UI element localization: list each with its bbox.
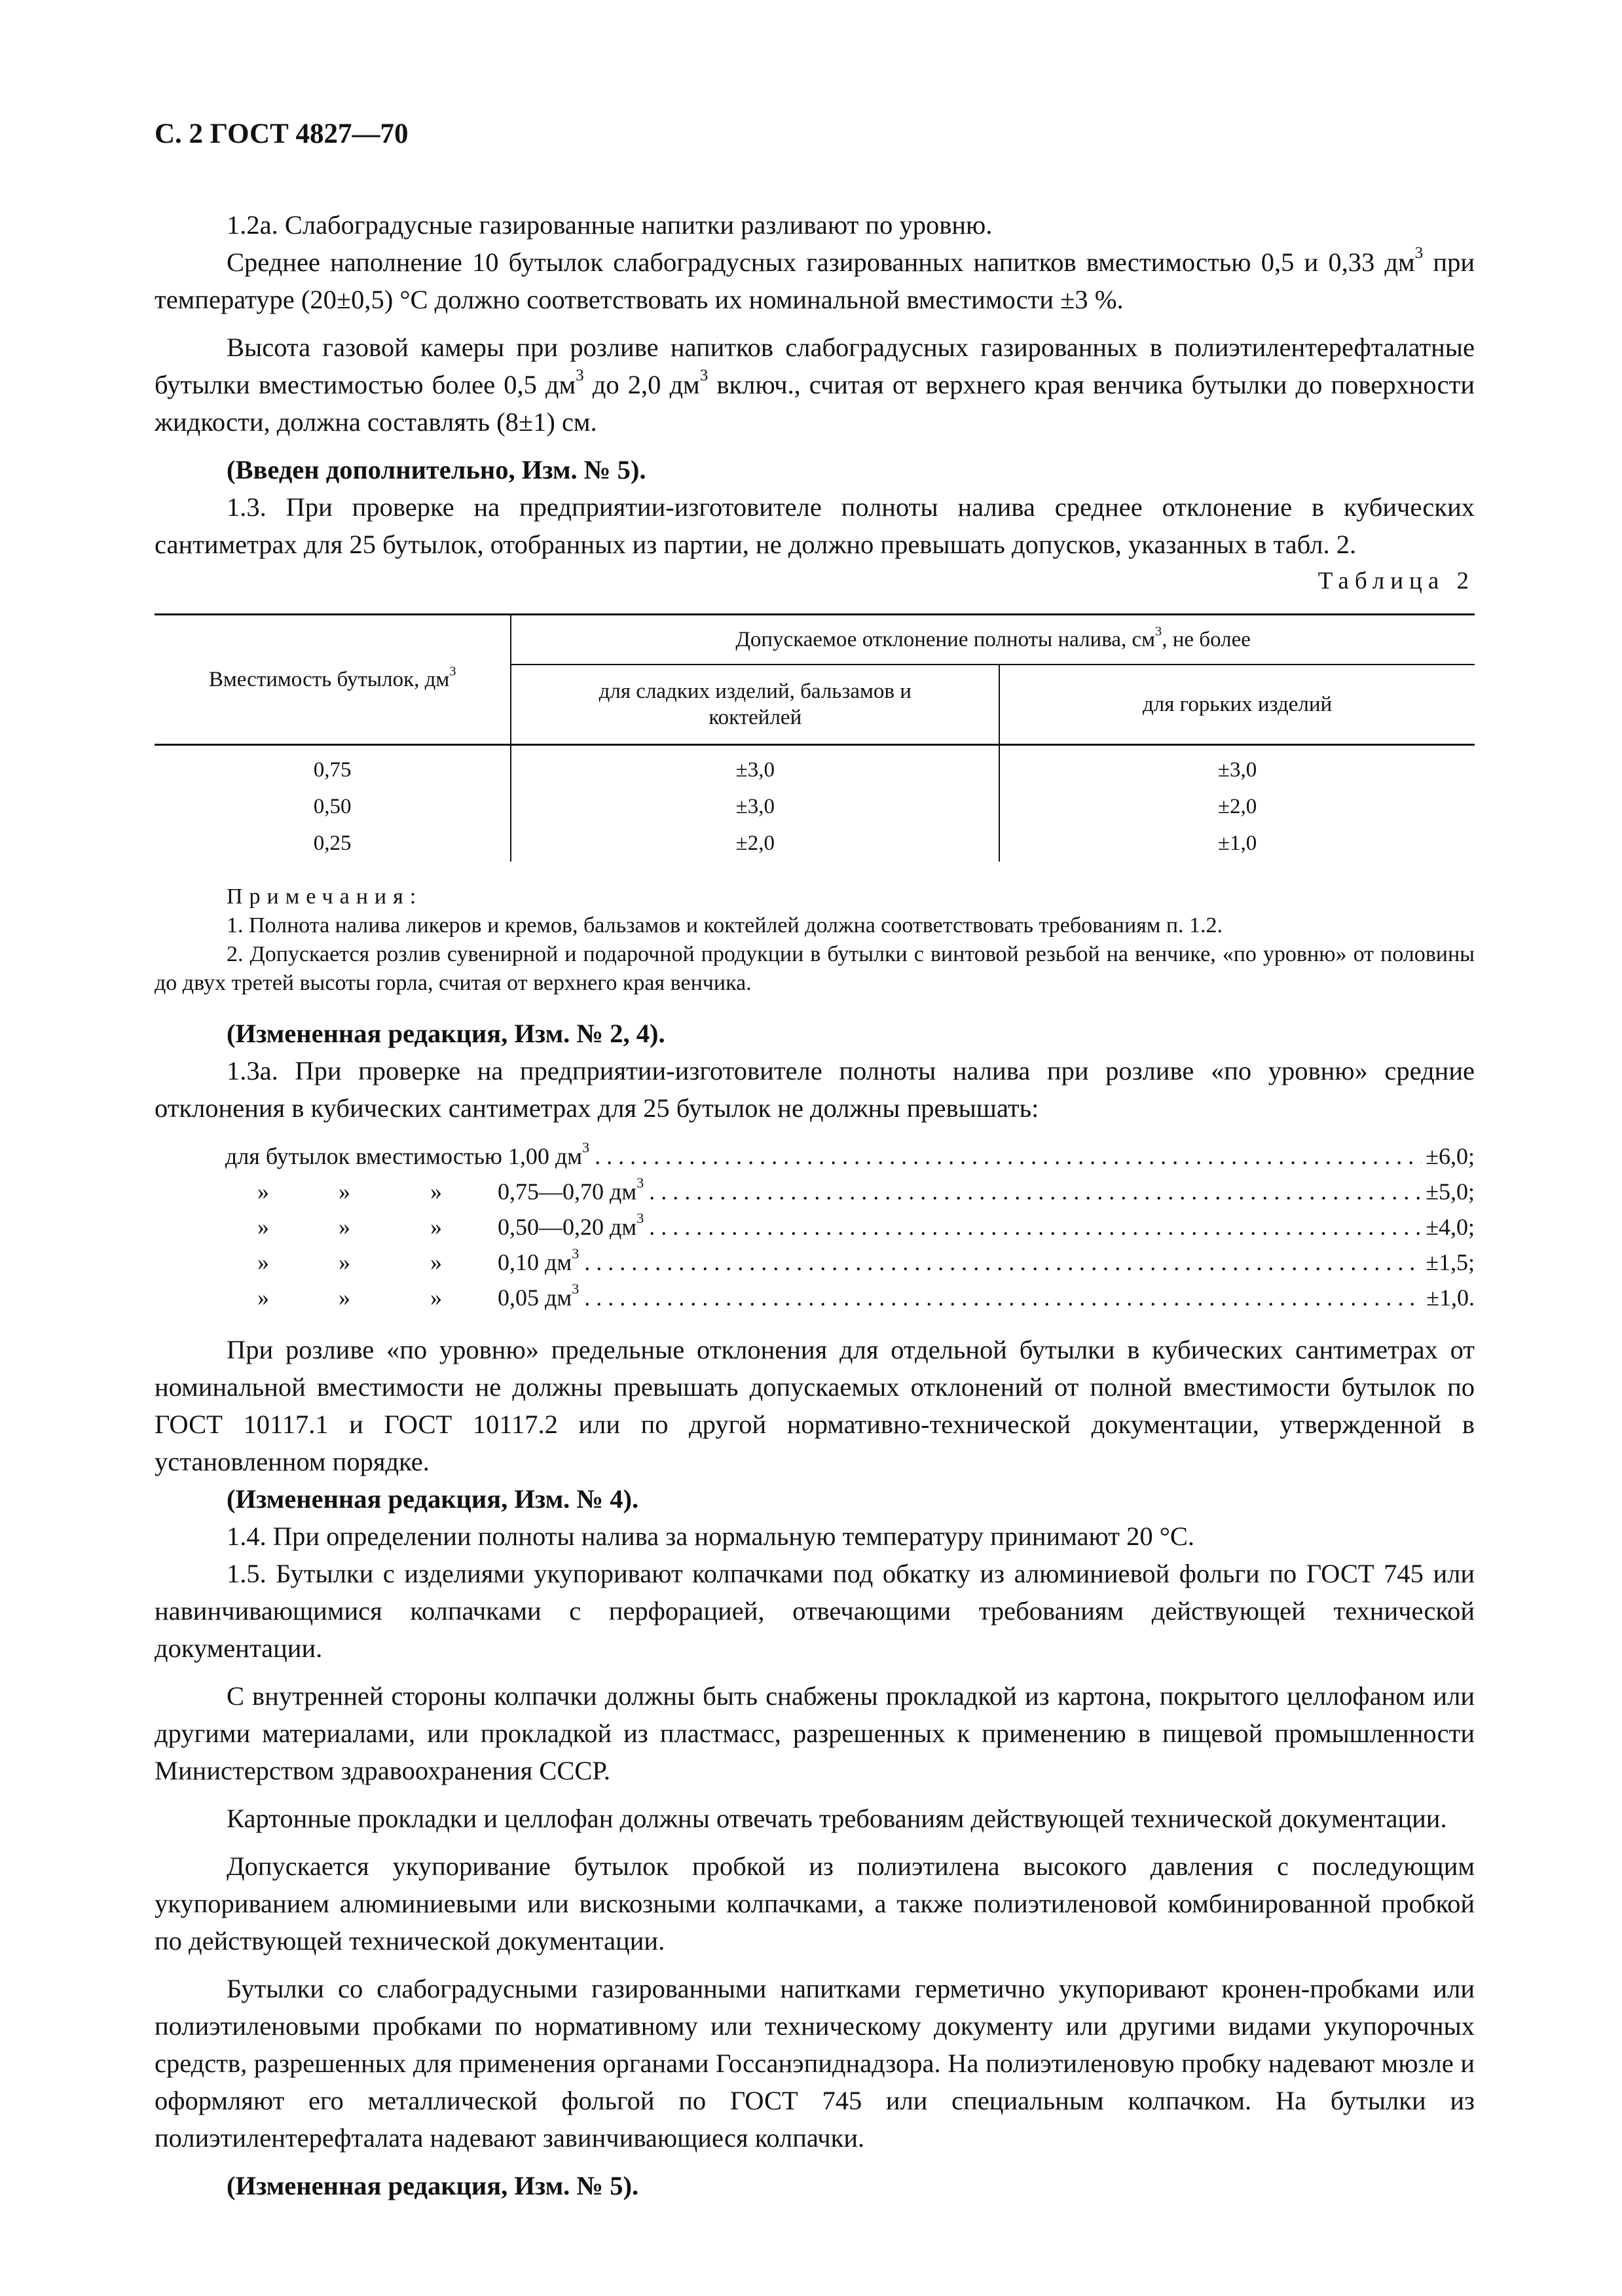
para-crown-cork: Бутылки со слабоградусными газированными напитками герметично укупоривают кронен-пробками или полиэтиленовыми пробками по нормативному или техническому документу или другими видами укупорочных средств, разрешенных для применения органами Госсанэпиднадзора. На полиэтиленовую пробку надевают мюзле и оформляют его металлической фольгой по ГОСТ 745 или специальным колпачком. На бутылки из полиэтилентерефталата надевают завинчивающиеся колпачки. [155, 1973, 1475, 2153]
list-item: » » » 0,75—0,70 $дм^3$ . . . ±5,0; [155, 1174, 1475, 1209]
page-header: С. 2 ГОСТ 4827—70 [155, 118, 409, 149]
col-header-group: Допускаемое отклонение полноты налива, $см^3$, не более [511, 615, 1475, 665]
note-item: 2. Допускается розлив сувенирной и подарочной продукции в бутылки с винтовой резьбой на венчике, «по уровню» от половины до двух третей высоты горла, считая от верхнего края венчика. [155, 941, 1475, 995]
para-1-3: 1.3. При проверке на предприятии-изготовителе полноты налива среднее отклонение в кубических сантиметрах для 25 бутылок, отобранных из партии, не должно превышать допусков, указанных в табл. 2. [155, 492, 1475, 559]
para-1-4: 1.4. При определении полноты налива за нормальную температуру принимают 20 °С. [227, 1521, 1195, 1551]
table-row: 0,50 ±3,0 ±2,0 [155, 788, 1475, 825]
para-cardboard: Картонные прокладки и целлофан должны отвечать требованиям действующей технической документации. [227, 1803, 1447, 1833]
amendment-note: (Измененная редакция, Изм. № 4). [227, 1484, 639, 1514]
para-cork: Допускается укупоривание бутылок пробкой из полиэтилена высокого давления с последующим укупориванием алюминиевыми или вискозными колпачками, а также полиэтиленовой комбинированной пробкой по действующей технической документации. [155, 1851, 1475, 1956]
para-1-3a: 1.3а. При проверке на предприятии-изготовителе полноты налива при розливе «по уровню» средние отклонения в кубических сантиметрах для 25 бутылок не должны превышать: [155, 1055, 1475, 1123]
para-gas-chamber: Высота газовой камеры при розливе напитков слабоградусных газированных в полиэтилентерефталатные бутылки вместимостью более 0,5 $дм^3$ до 2,0 $дм^3$ включ., считая от верхнего края венчика бутылки до поверхности жидкости, должна составлять (8±1) см. [155, 333, 1475, 437]
para-level-fill: При розливе «по уровню» предельные отклонения для отдельной бутылки в кубических сантиметрах от номинальной вместимости не должны превышать допускаемых отклонений от полной вместимости бутылок по ГОСТ 10117.1 и ГОСТ 10117.2 или по другой нормативно-технической документации, утвержденной в установленном порядке. [155, 1334, 1475, 1476]
table-row: 0,75 ±3,0 ±3,0 [155, 752, 1475, 788]
para-inner-side: С внутренней стороны колпачки должны быть снабжены прокладкой из картона, покрытого целлофаном или другими материалами, или прокладкой из пластмасс, разрешенных к применению в пищевой промышленности Министерством здравоохранения СССР. [155, 1681, 1475, 1785]
table-row: 0,25 ±2,0 ±1,0 [155, 825, 1475, 862]
amendment-note: (Измененная редакция, Изм. № 5). [227, 2170, 639, 2200]
para-1-2a: 1.2а. Слабоградусные газированные напитки разливают по уровню. [227, 210, 993, 240]
list-item: » » » 0,10 $дм^3$ . . . ±1,5; [155, 1245, 1475, 1280]
col-header-capacity: Вместимость бутылок, $дм^3$ [208, 664, 456, 691]
list-item: для бутылок вместимостью 1,00 $дм^3$ . . . ±6,0; [155, 1139, 1475, 1174]
document-page [155, 118, 1475, 2204]
note-item: 1. Полнота налива ликеров и кремов, бальзамов и коктейлей должна соответствовать требованиям п. 1.2. [227, 913, 1223, 938]
tolerance-table [155, 613, 1475, 862]
table-caption: Таблица 2 [1318, 568, 1475, 594]
list-item: » » » 0,05 $дм^3$ . . . ±1,0. [155, 1280, 1475, 1315]
amendment-note: (Введен дополнительно, Изм. № 5). [227, 455, 646, 484]
notes-title: Примечания: [227, 884, 423, 909]
para-fill-level: Среднее наполнение 10 бутылок слабоградусных газированных напитков вместимостью 0,5 и 0,33 $дм^3$ при температуре (20±0,5) °С должно соответствовать их номинальной вместимости ±3 %. [155, 244, 1475, 314]
col-header-bitter: для горьких изделий [999, 665, 1475, 745]
limits-list [155, 1139, 1475, 1315]
amendment-note: (Измененная редакция, Изм. № 2, 4). [227, 1018, 665, 1048]
table-notes [155, 883, 1475, 998]
para-1-5: 1.5. Бутылки с изделиями укупоривают колпачками под обкатку из алюминиевой фольги по ГОСТ 745 или навинчивающимися колпачками с перфорацией, отвечающими требованиям действующей технической документации. [155, 1558, 1475, 1663]
col-header-sweet: для сладких изделий, бальзамов и коктейлей [511, 665, 999, 745]
list-item: » » » 0,50—0,20 $дм^3$ . . . ±4,0; [155, 1209, 1475, 1245]
